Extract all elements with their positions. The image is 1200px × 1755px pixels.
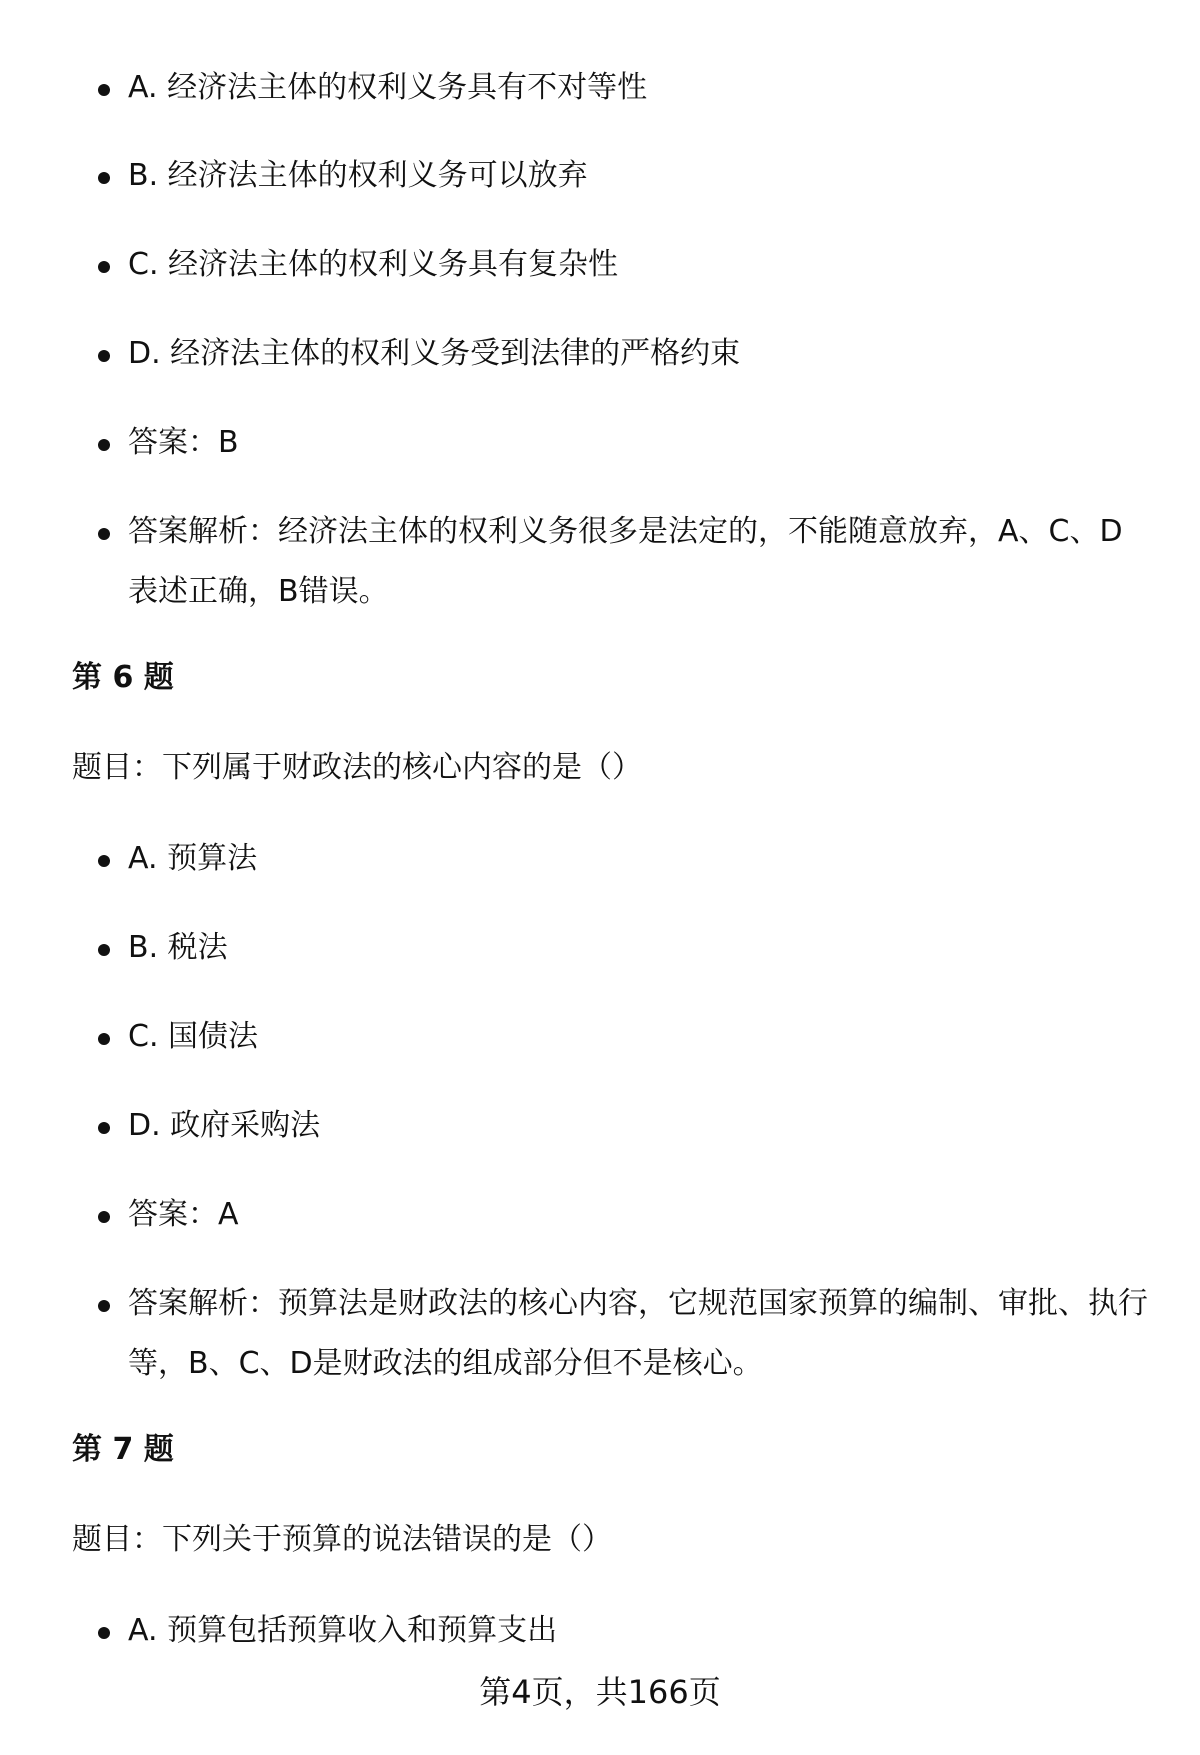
bullet-icon bbox=[98, 944, 110, 956]
option-c: C. 经济法主体的权利义务具有复杂性 bbox=[128, 247, 619, 282]
question-heading: 第 6 题 bbox=[72, 660, 174, 695]
bullet-icon bbox=[98, 439, 110, 451]
bullet-icon bbox=[98, 261, 110, 273]
bullet-icon bbox=[98, 1033, 110, 1045]
option-d: D. 经济法主体的权利义务受到法律的严格约束 bbox=[128, 336, 741, 371]
bullet-icon bbox=[98, 1211, 110, 1223]
bullet-icon bbox=[98, 172, 110, 184]
option-a: A. 预算包括预算收入和预算支出 bbox=[128, 1613, 558, 1648]
bullet-icon bbox=[98, 528, 110, 540]
option-d: D. 政府采购法 bbox=[128, 1108, 321, 1143]
bullet-icon bbox=[98, 350, 110, 362]
bullet-icon bbox=[98, 855, 110, 867]
answer: 答案：B bbox=[128, 425, 239, 460]
option-a: A. 经济法主体的权利义务具有不对等性 bbox=[128, 70, 648, 105]
question-heading: 第 7 题 bbox=[72, 1432, 174, 1467]
bullet-icon bbox=[98, 84, 110, 96]
answer-explanation: 答案解析：经济法主体的权利义务很多是法定的，不能随意放弃，A、C、D表述正确，B错误。 bbox=[128, 514, 1123, 609]
option-a: A. 预算法 bbox=[128, 841, 258, 876]
option-b: B. 经济法主体的权利义务可以放弃 bbox=[128, 158, 588, 193]
option-c: C. 国债法 bbox=[128, 1019, 259, 1054]
bullet-icon bbox=[98, 1300, 110, 1312]
bullet-icon bbox=[98, 1627, 110, 1639]
question-text: 题目：下列关于预算的说法错误的是（） bbox=[72, 1522, 612, 1557]
option-b: B. 税法 bbox=[128, 930, 228, 965]
answer-explanation: 答案解析：预算法是财政法的核心内容，它规范国家预算的编制、审批、执行等，B、C、D是财政法的组成部分但不是核心。 bbox=[128, 1286, 1148, 1381]
page-number: 第4页，共166页 bbox=[479, 1673, 721, 1711]
bullet-icon bbox=[98, 1122, 110, 1134]
answer: 答案：A bbox=[128, 1197, 239, 1232]
question-text: 题目：下列属于财政法的核心内容的是（） bbox=[72, 750, 642, 785]
